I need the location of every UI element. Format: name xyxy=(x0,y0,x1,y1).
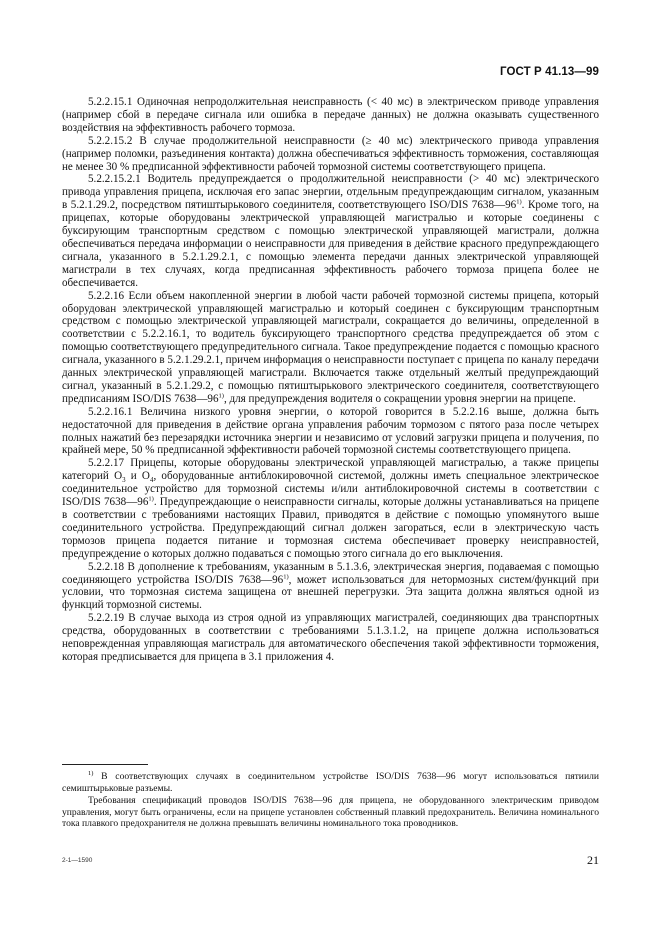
footnote-ref: 1) xyxy=(516,198,522,206)
footnote-1: $^{1)}$ В соответствующих случаях в соединительном устройстве ISO/DIS 7638—96 могут использоваться пятиили семиштырьковые разъемы. xyxy=(62,769,599,794)
footnote-marker: 1) xyxy=(88,769,94,777)
page-number: 21 xyxy=(587,853,599,867)
footnote-1-continuation: Требования спецификаций проводов ISO/DIS 7638—96 для прицепа, не оборудованного электрическим приводом управления, могут быть ограничены, если на прицепе установлен собственный плавкий предохранитель. Величина номинального тока плавкого предохранителя не должна превышать величины номинального тока проводников. xyxy=(62,795,599,830)
paragraph-5-2-2-15-1: 5.2.2.15.1 Одиночная непродолжительная неисправность (< 40 мс) в электрическом приводе управления (например сбой в передаче сигнала или ошибка в передаче данных) не должна оказывать существенного воздействия на эффективность рабочего тормоза. xyxy=(62,96,599,134)
footnote-ref: 1) xyxy=(218,392,224,400)
paragraph-5-2-2-19: 5.2.2.19 В случае выхода из строя одной из управляющих магистралей, соединяющих два транспортных средства, оборудованных в соответствии с требованиями 5.1.3.1.2, на прицепе должна использоваться неповрежденная управляющая магистраль для автоматического обеспечения такой эффективности торможения, которая предписывается для прицепа в 3.1 приложения 4. xyxy=(62,612,599,663)
document-body xyxy=(62,96,599,664)
paragraph-5-2-2-15-2: 5.2.2.15.2 В случае продолжительной неисправности (≥ 40 мс) электрического привода управления (например поломки, разъединения контакта) должна обеспечиваться эффективность торможения, составляющая не менее 30 % предписанной эффективности рабочей тормозной системы соответствующего прицепа. xyxy=(62,134,599,173)
paragraph-5-2-2-18: 5.2.2.18 В дополнение к требованиям, указанным в 5.1.3.6, электрическая энергия, подаваемая с помощью соединяющего устройства ISO/DIS 7638—96$^{1)}$, может использоваться для нетормозных систем/функций при условии, что тормозная система защищена от внешней перегрузки. Эта защита должна являться одной из функций тормозной системы. xyxy=(62,560,599,612)
paragraph-5-2-2-17: 5.2.2.17 Прицепы, которые оборудованы электрической управляющей магистралью, а также прицепы категорий $O_3$ и $O_4$, оборудованные антиблокировочной системой, должны иметь специальное электрическое соединительное устройство для тормозной системы и/или антиблокировочной системы в соответствии с ISO/DIS 7638—96$^{1)}$. Предупреждающие о неисправности сигналы, которые должны устанавливаться на прицепе в соответствии с требованиями настоящих Правил, приводятся в действие с помощью упомянутого выше соединительного устройства. Предупреждающий сигнал должен загораться, если в электрическую часть тормозов прицепа подается питание и тормозная система обеспечивает проверку неисправностей, предупреждение о которых должно подаваться с помощью этого сигнала до его выключения. xyxy=(62,457,599,560)
print-code: 2-1—1590 xyxy=(62,857,93,864)
footnote-ref: 1) xyxy=(148,495,154,503)
paragraph-5-2-2-16-1: 5.2.2.16.1 Величина низкого уровня энергии, о которой говорится в 5.2.2.16 выше, должна быть недостаточной для приведения в действие органа управления рабочим тормозом с пятого раза после четырех полных нажатий без перезарядки источника энергии и независимо от условий загрузки прицепа и получения, по крайней мере, 50 % предписанной эффективности рабочей тормозной системы соответствующего прицепа. xyxy=(62,405,599,457)
footnotes xyxy=(62,771,599,831)
footnote-ref: 1) xyxy=(283,572,289,580)
footnote-divider xyxy=(62,764,148,765)
paragraph-5-2-2-16: 5.2.2.16 Если объем накопленной энергии в любой части рабочей тормозной системы прицепа, который оборудован электрической управляющей магистралью и который соединен с буксирующим транспортным средством с помощью электрической управляющей магистрали, сокращается до величины, определенной в соответствии с 5.2.2.16.1, то водитель буксирующего транспортного средства предупреждается об этом с помощью соответствующего предупредительного сигнала. Такое предупреждение подается с помощью красного сигнала, указанного в 5.2.1.29.2.1, причем информация о неисправности поступает с прицепа по каналу передачи данных электрической управляющей магистрали. Включается также отдельный желтый предупреждающий сигнал, указанный в 5.2.1.29.2, с помощью пятиштырькового электрического соединителя, соответствующего предписаниям ISO/DIS 7638—96$^{1)}$, для предупреждения водителя о сокращении уровня энергии на прицепе. xyxy=(62,289,599,405)
paragraph-5-2-2-15-2-1: 5.2.2.15.2.1 Водитель предупреждается о продолжительной неисправности (> 40 мс) электрического привода управления прицепа, исключая его запас энергии, отдельным предупреждающим сигналом, указанным в 5.2.1.29.2, посредством пятиштырькового соединителя, соответствующего ISO/DIS 7638—96$^{1)}$. Кроме того, на прицепах, которые оборудованы электрической управляющей магистралью и которые соединены с буксирующим транспортным средством с помощью электрической управляющей магистрали, должна обеспечиваться передача информации о неисправности для приведения в действие красного предупреждающего сигнала, указанного в 5.2.1.29.2.1, с помощью элемента передачи данных электрической управляющей магистрали в тех случаях, когда предписанная эффективность рабочего тормоза прицепа более не обеспечивается. xyxy=(62,173,599,289)
document-header: ГОСТ Р 41.13—99 xyxy=(500,66,599,78)
document-page xyxy=(62,38,599,918)
